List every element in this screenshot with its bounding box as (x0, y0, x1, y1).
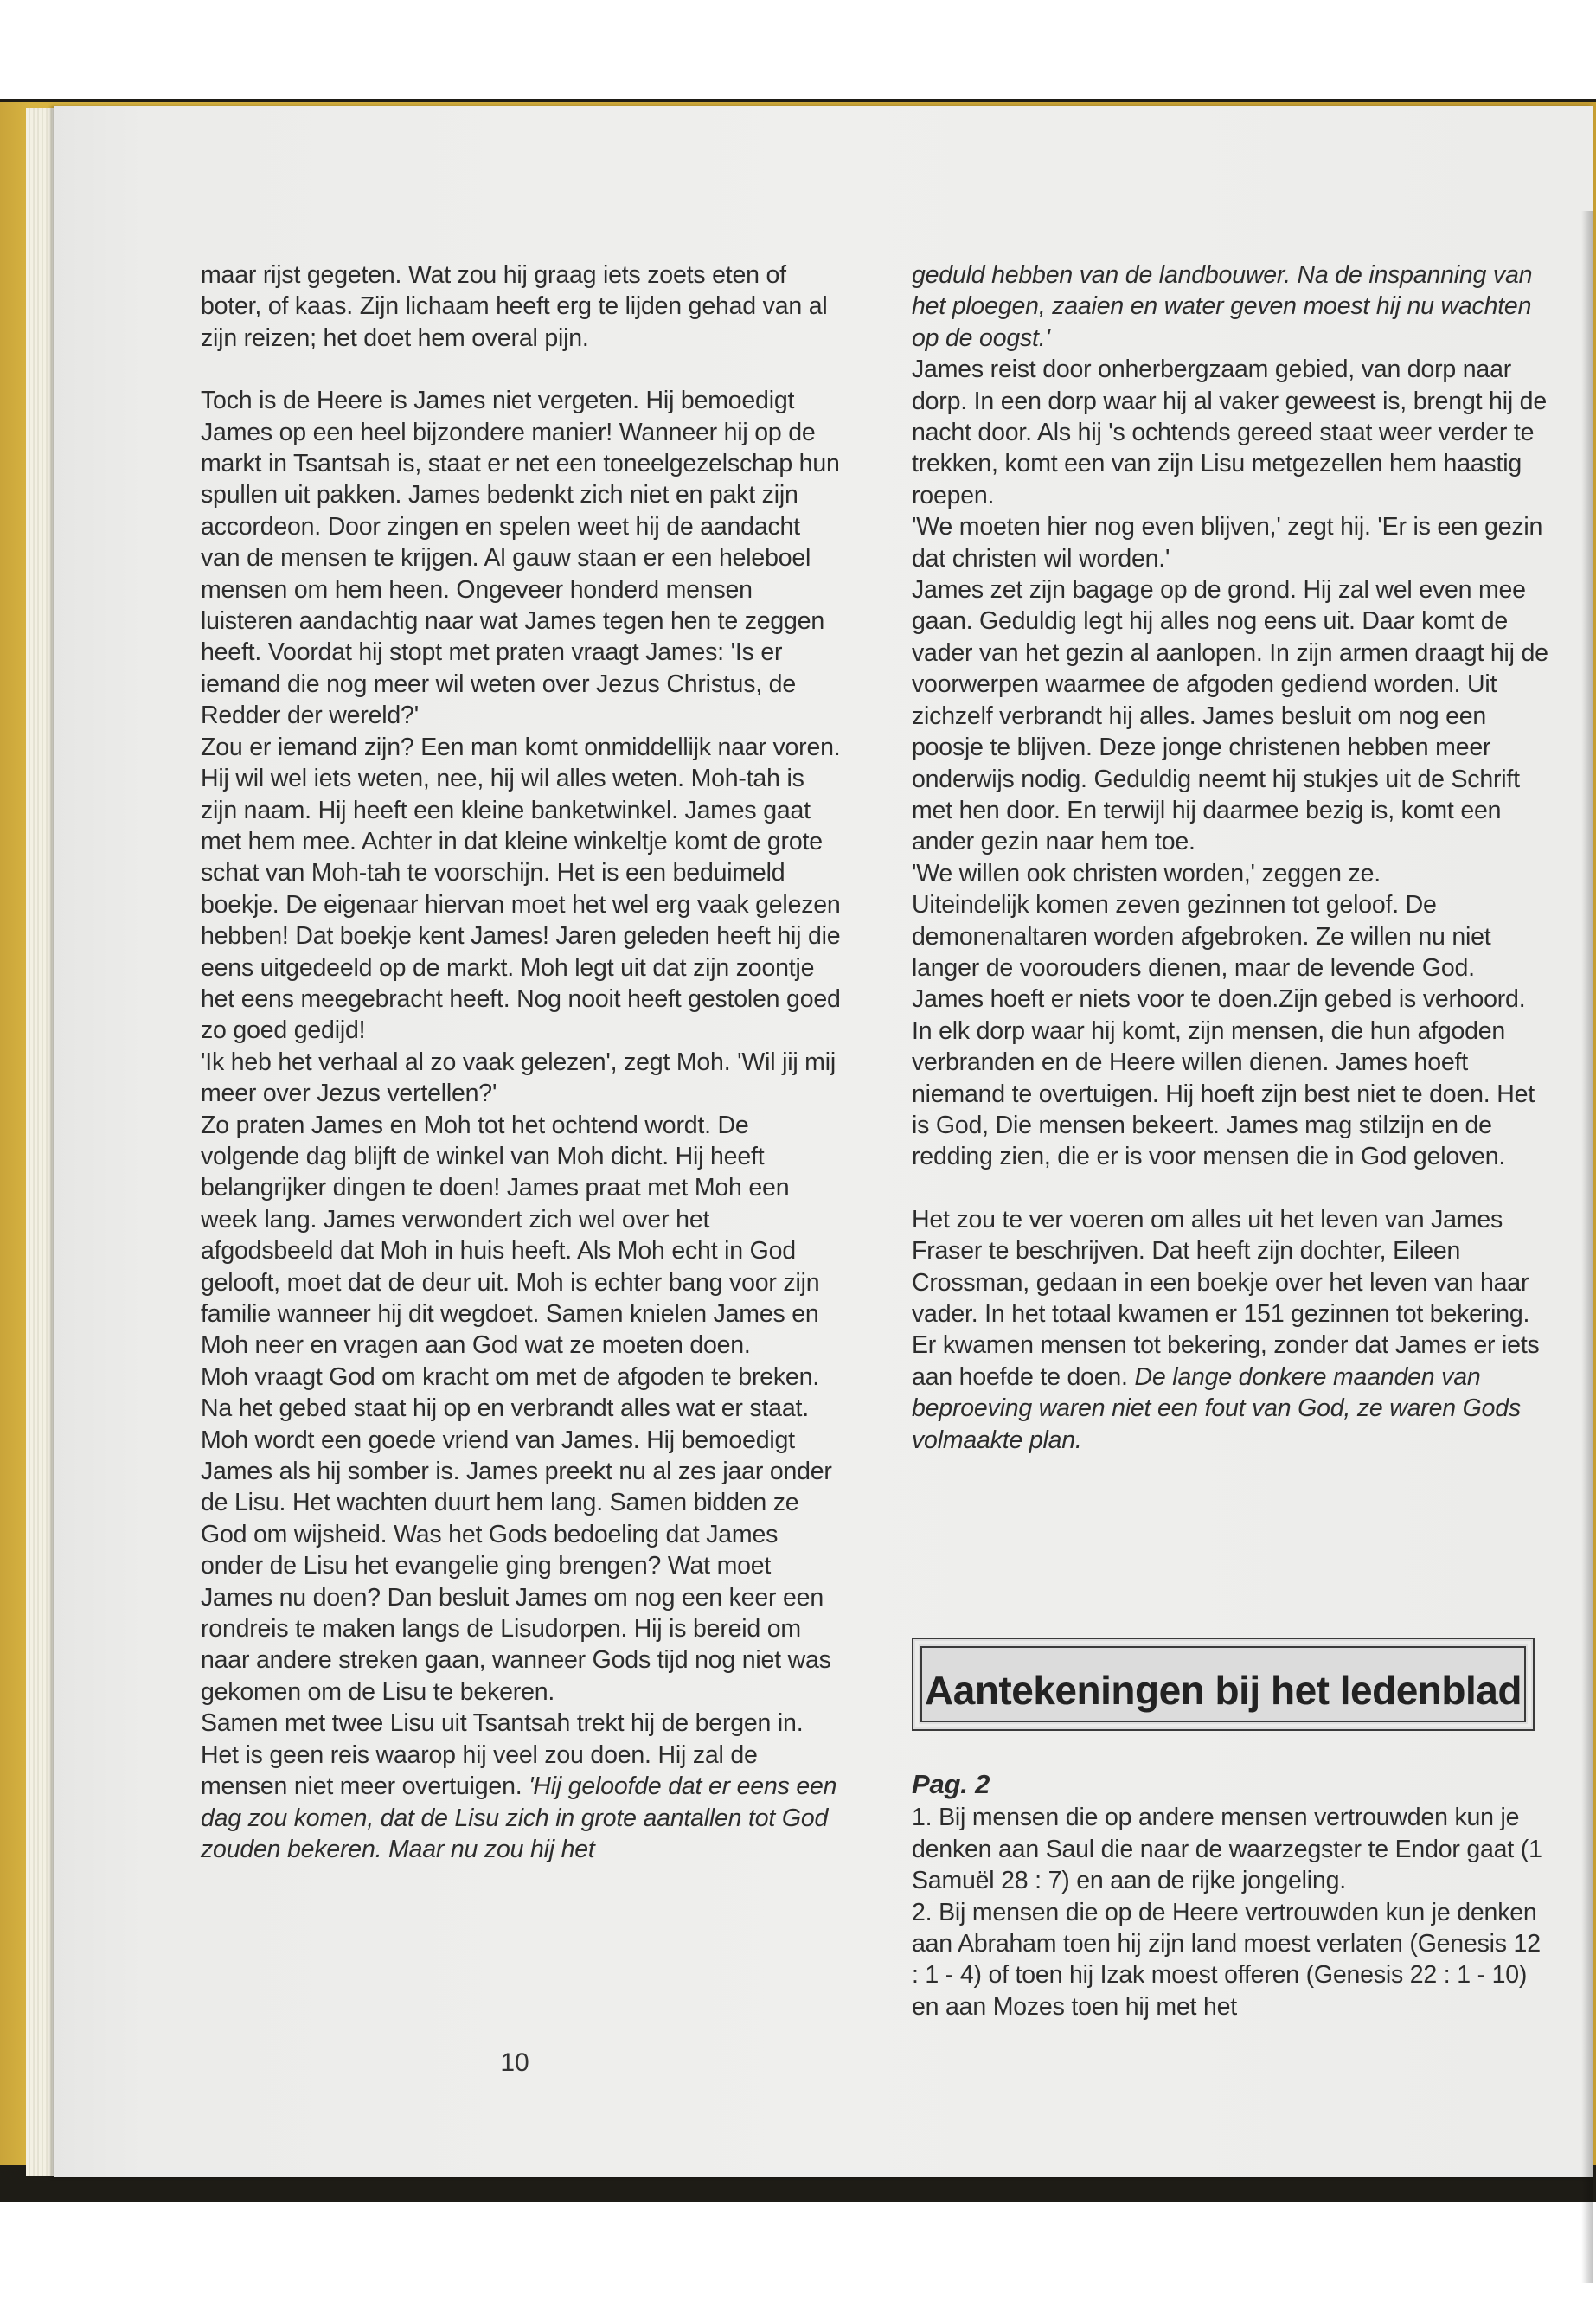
paragraph-mixed (912, 1204, 1552, 1456)
note-item: 2. Bij mensen die op de Heere vertrouwden kun je denken aan Abraham toen hij zijn land moest verlaten (Genesis 12 : 1 - 4) of toen hij Izak moest offeren (Genesis 22 : 1 - 10) en aan Mozes toen hij met het (912, 1898, 1541, 2021)
paragraph: Zou er iemand zijn? Een man komt onmiddellijk naar voren. Hij wil wel iets weten, nee, hij wil alles weten. Moh-tah is zijn naam. Hij heeft een kleine banketwinkel. James gaat met hem mee. Achter in dat kleine winkeltje komt de grote schat van Moh-tah te voorschijn. Het is een beduimeld boekje. De eigenaar hiervan moet het wel erg vaak gelezen hebben! Dat boekje kent James! Jaren geleden heeft hij die eens uitgedeeld op de markt. Moh legt uit dat zijn zoontje het eens meegebracht heeft. Nog nooit heeft gestolen goed zo goed gedijd! (201, 733, 841, 1045)
paragraph: Toch is de Heere is James niet vergeten. Hij bemoedigt James op een heel bijzondere manier! Wanneer hij op de markt in Tsantsah is, staat er net een toneelgezelschap hun spullen uit pakken. James bedenkt zich niet en pakt zijn accordeon. Door zingen en spelen weet hij de aandacht van de mensen te krijgen. Al gauw staan er een heleboel mensen om hem heen. Ongeveer honderd mensen luisteren aandachtig naar wat James tegen hen te zeggen heeft. Voordat hij stopt met praten vraagt James: 'Is er iemand die nog meer wil weten over Jezus Christus, de Redder der wereld?' (201, 387, 840, 730)
notes-heading-frame (920, 1646, 1526, 1722)
paragraph: Moh wordt een goede vriend van James. Hij bemoedigt James als hij somber is. James preekt nu al zes jaar onder de Lisu. Het wachten duurt hem lang. Samen bidden ze God om wijsheid. Was het Gods bedoeling dat James onder de Lisu het evangelie ging brengen? Wat moet James nu doen? Dan besluit James om nog een keer een rondreis te maken langs de Lisudorpen. Hij is bereid om naar andere streken gaan, wanneer Gods tijd nog niet was gekomen om de Lisu te bekeren. (201, 1426, 832, 1706)
paragraph: James zet zijn bagage op de grond. Hij zal wel even mee gaan. Geduldig legt hij alles nog eens uit. Daar komt de vader van het gezin al aanlopen. In zijn armen draagt hij de voorwerpen waarmee de afgoden gediend worden. Uit zichzelf verbrandt hij alles. James besluit om nog een poosje te blijven. Deze jonge christenen hebben meer onderwijs nodig. Geduldig neemt hij stukjes uit de Schrift met hen door. En terwijl hij daarmee bezig is, komt een ander gezin naar hem toe. (912, 576, 1548, 856)
notes-heading-box (912, 1638, 1535, 1731)
paragraph-text: Samen met twee Lisu uit Tsantsah trekt hij de bergen in. Het is geen reis waarop hij veel zou doen. Hij zal de mensen niet meer overtuigen. (201, 1709, 804, 1801)
paragraph: James reist door onherbergzaam gebied, van dorp naar dorp. In een dorp waar hij al vaker geweest is, brengt hij de nacht door. Als hij 's ochtends gereed staat weer verder te trekken, komt een van zijn Lisu metgezellen hem haastig roepen. (912, 356, 1547, 510)
paragraph-mixed (201, 1708, 841, 1865)
note-item: 1. Bij mensen die op andere mensen vertrouwden kun je denken aan Saul die naar de waarzegster te Endor gaat (1 Samuël 28 : 7) en aan de rijke jongeling. (912, 1804, 1542, 1895)
paragraph: Moh vraagt God om kracht om met de afgoden te breken. Na het gebed staat hij op en verbrandt alles wat er staat. (201, 1362, 819, 1423)
paragraph: Uiteindelijk komen zeven gezinnen tot geloof. De demonenaltaren worden afgebroken. Ze willen nu niet langer de voorouders dienen, maar de levende God. James hoeft er niets voor te doen.Zijn gebed is verhoord. In elk dorp waar hij komt, zijn mensen, die hun afgoden verbranden en de Heere willen dienen. James hoeft niemand te overtuigen. Hij hoeft zijn best niet te doen. Het is God, Die mensen bekeert. James mag stilzijn en de redding zien, die er is voor mensen die in God geloven. (912, 891, 1535, 1171)
left-column (201, 260, 841, 1865)
paragraph: 'Ik heb het verhaal al zo vaak gelezen', zegt Moh. 'Wil jij mij meer over Jezus vertellen?' (201, 1048, 836, 1108)
paragraph: 'We willen ook christen worden,' zeggen ze. (912, 859, 1381, 888)
paragraph: Zo praten James en Moh tot het ochtend wordt. De volgende dag blijft de winkel van Moh dicht. Hij heeft belangrijker dingen te doen! James praat met Moh een week lang. James verwondert zich wel over het afgodsbeeld dat Moh in huis heeft. Als Moh echt in God gelooft, moet dat de deur uit. Moh is echter bang voor zijn familie wanneer hij dit wegdoet. Samen knielen James en Moh neer en vragen aan God wat ze moeten doen. (201, 1111, 820, 1360)
italic-quote: geduld hebben van de landbouwer. Na de inspanning van het ploegen, zaaien en water geven moest hij nu wachten op de oogst.' (912, 261, 1533, 352)
spine-shadow (1581, 211, 1593, 2283)
paragraph: maar rijst gegeten. Wat zou hij graag iets zoets eten of boter, of kaas. Zijn lichaam heeft erg te lijden gehad van al zijn reizen; het doet hem overal pijn. (201, 261, 828, 352)
notes-heading: Aantekeningen bij het ledenblad (925, 1668, 1522, 1713)
paragraph: 'We moeten hier nog even blijven,' zegt hij. 'Er is een gezin dat christen wil worden.' (912, 513, 1543, 573)
italic-conclusion: De lange donkere maanden van beproeving waren niet een fout van God, ze waren Gods volmaakte plan. (912, 1362, 1521, 1454)
paragraph-text: Het zou te ver voeren om alles uit het leven van James Fraser te beschrijven. Dat heeft zijn dochter, Eileen Crossman, gedaan in een boekje over het leven van haar vader. In het totaal kwamen er 151 gezinnen tot bekering. Er kwamen mensen tot bekering, zonder dat James er iets aan hoefde te doen. (912, 1205, 1540, 1391)
page-reference: Pag. 2 (912, 1769, 990, 1799)
book-page (54, 106, 1593, 2177)
notes-section (912, 1769, 1548, 2022)
page-number: 10 (500, 2048, 529, 2077)
right-column (912, 260, 1552, 1456)
italic-quote: 'Hij geloofde dat er eens een dag zou komen, dat de Lisu zich in grote aantallen tot God zouden bekeren. Maar nu zou hij het (201, 1772, 837, 1863)
